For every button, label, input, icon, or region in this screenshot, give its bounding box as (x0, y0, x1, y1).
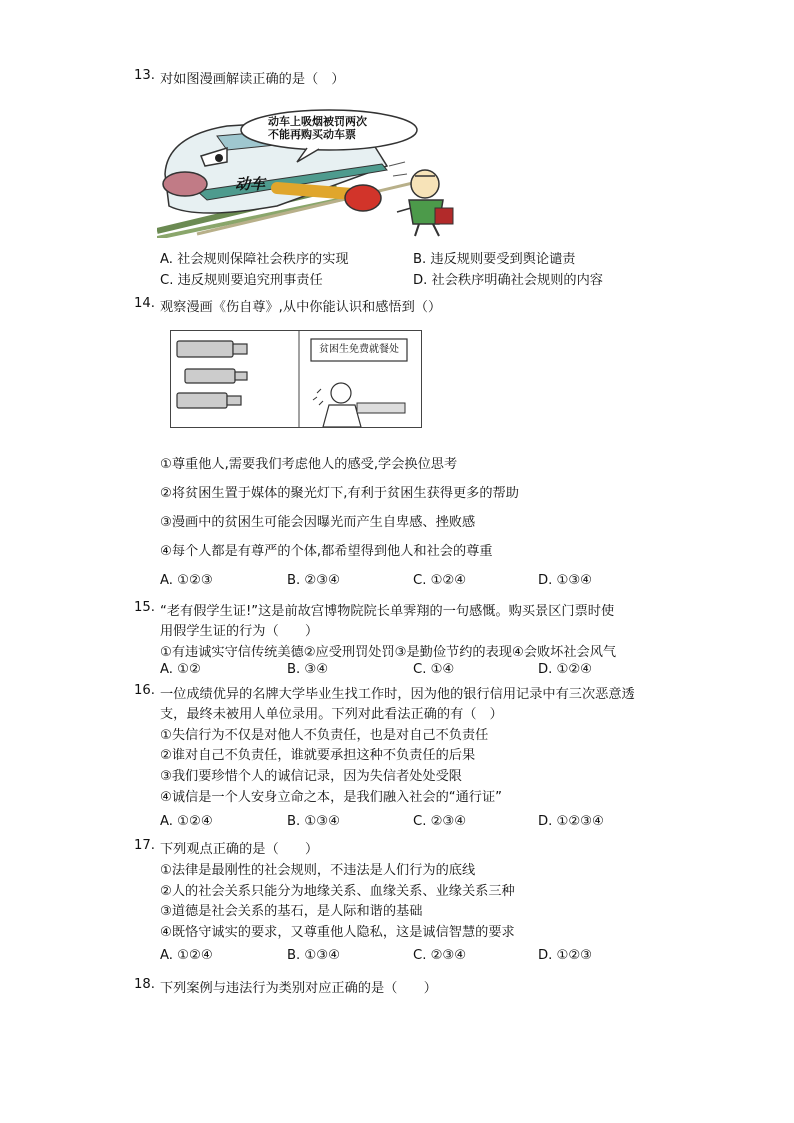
question-16-stem-line-2: 支，最终未被用人单位录用。下列对此看法正确的有（ ） (160, 707, 503, 722)
question-16-number: 16. (134, 683, 155, 698)
question-16-option-b[interactable]: B. ①③④ (287, 814, 340, 829)
speech-bubble-line-1: 动车上吸烟被罚两次 (268, 115, 367, 128)
question-16-statement-2: ②谁对自己不负责任，谁就要承担这种不负责任的后果 (160, 748, 476, 763)
question-17-stem: 下列观点正确的是（ ） (160, 842, 319, 857)
question-15-stem-line-1: “老有假学生证!”这是前故宫博物院院长单霁翔的一句感慨。购买景区门票时使 (160, 604, 615, 619)
train-label: 动车 (235, 175, 266, 193)
question-14-statement-1: ①尊重他人,需要我们考虑他人的感受,学会换位思考 (160, 457, 458, 472)
question-15-stem-line-2: 用假学生证的行为（ ） (160, 624, 319, 639)
question-14-option-b[interactable]: B. ②③④ (287, 573, 340, 588)
question-14-option-c[interactable]: C. ①②④ (413, 573, 467, 588)
canteen-sign: 贫困生免费就餐处 (319, 344, 399, 355)
question-18-stem: 下列案例与违法行为类别对应正确的是（ ） (160, 981, 437, 996)
question-14-option-d[interactable]: D. ①③④ (538, 573, 593, 588)
question-15-option-a[interactable]: A. ①② (160, 662, 201, 677)
question-13-option-c[interactable]: C. 违反规则要追究刑事责任 (160, 273, 323, 288)
question-14-statement-4: ④每个人都是有尊严的个体,都希望得到他人和社会的尊重 (160, 544, 493, 559)
question-13-option-d[interactable]: D. 社会秩序明确社会规则的内容 (413, 273, 603, 288)
question-14-statement-3: ③漫画中的贫困生可能会因曝光而产生自卑感、挫败感 (160, 515, 476, 530)
question-13-option-a[interactable]: A. 社会规则保障社会秩序的实现 (160, 252, 349, 267)
question-17-statement-1: ①法律是最刚性的社会规则，不违法是人们行为的底线 (160, 863, 476, 878)
question-16-statement-1: ①失信行为不仅是对他人不负责任，也是对自己不负责任 (160, 728, 489, 743)
question-13-stem: 对如图漫画解读正确的是（ ） (160, 72, 345, 87)
question-16-option-a[interactable]: A. ①②④ (160, 814, 213, 829)
question-14-statement-2: ②将贫困生置于媒体的聚光灯下,有利于贫困生获得更多的帮助 (160, 486, 519, 501)
question-17-statement-2: ②人的社会关系只能分为地缘关系、血缘关系、业缘关系三种 (160, 884, 515, 899)
question-14-option-a[interactable]: A. ①②③ (160, 573, 213, 588)
question-18-number: 18. (134, 977, 155, 992)
question-17-option-a[interactable]: A. ①②④ (160, 948, 213, 963)
question-13-option-b[interactable]: B. 违反规则要受到舆论谴责 (413, 252, 576, 267)
question-16-stem-line-1: 一位成绩优异的名牌大学毕业生找工作时，因为他的银行信用记录中有三次恶意透 (160, 687, 635, 702)
question-15-number: 15. (134, 600, 155, 615)
question-17-statement-4: ④既恪守诚实的要求，又尊重他人隐私，这是诚信智慧的要求 (160, 925, 515, 940)
question-16-option-c[interactable]: C. ②③④ (413, 814, 467, 829)
question-17-number: 17. (134, 838, 155, 853)
cartoon-train-figure (157, 96, 459, 238)
question-13-number: 13. (134, 68, 155, 83)
question-15-statements: ①有违诚实守信传统美德②应受刑罚处罚③是勤俭节约的表现④会败坏社会风气 (160, 645, 617, 660)
question-17-statement-3: ③道德是社会关系的基石，是人际和谐的基础 (160, 904, 423, 919)
question-16-statement-3: ③我们要珍惜个人的诚信记录，因为失信者处处受限 (160, 769, 462, 784)
question-15-option-c[interactable]: C. ①④ (413, 662, 455, 677)
question-14-number: 14. (134, 296, 155, 311)
question-16-option-d[interactable]: D. ①②③④ (538, 814, 604, 829)
question-15-option-b[interactable]: B. ③④ (287, 662, 329, 677)
cartoon-self-esteem-figure (170, 330, 422, 428)
question-15-option-d[interactable]: D. ①②④ (538, 662, 593, 677)
speech-bubble-line-2: 不能再购买动车票 (268, 128, 356, 141)
question-14-stem: 观察漫画《伤自尊》,从中你能认识和感悟到（） (160, 300, 442, 315)
question-16-statement-4: ④诚信是一个人安身立命之本，是我们融入社会的“通行证” (160, 790, 502, 805)
question-17-option-c[interactable]: C. ②③④ (413, 948, 467, 963)
question-17-option-b[interactable]: B. ①③④ (287, 948, 340, 963)
question-17-option-d[interactable]: D. ①②③ (538, 948, 593, 963)
